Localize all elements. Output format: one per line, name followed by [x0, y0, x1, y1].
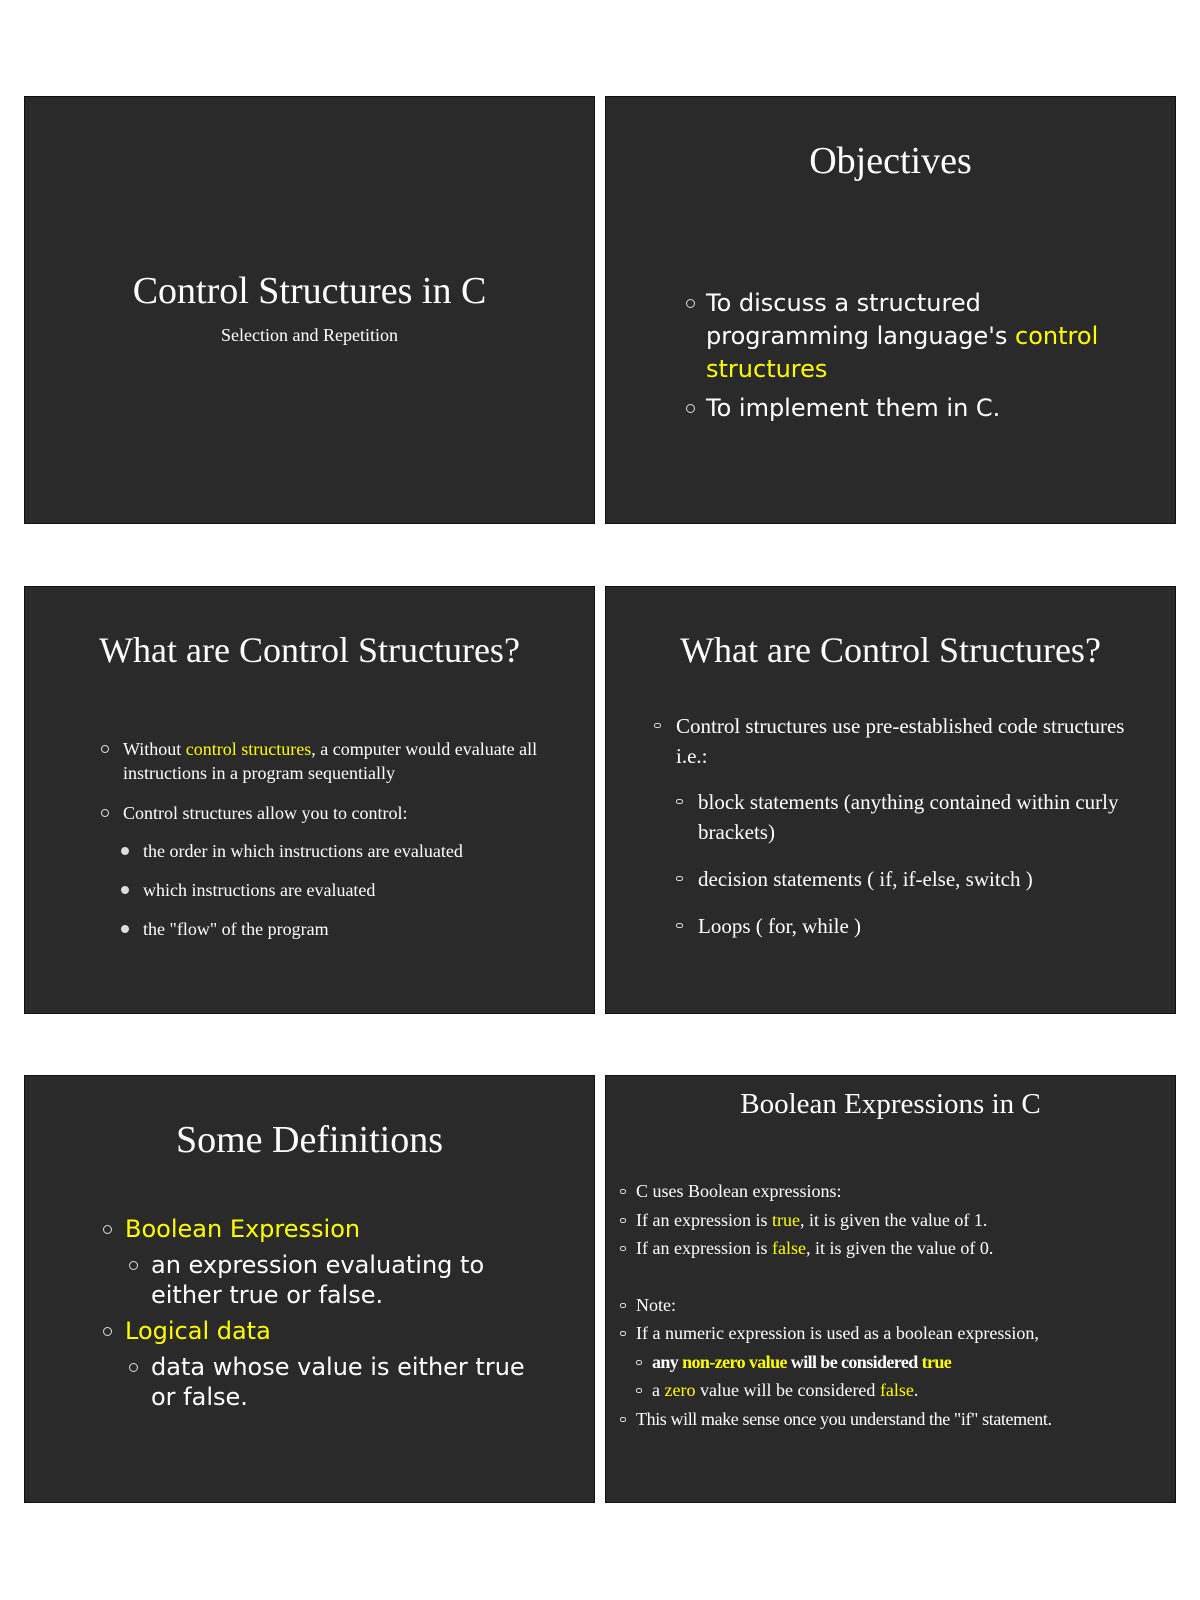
bullet-item: C uses Boolean expressions: — [620, 1177, 1172, 1206]
slide-6-bullets — [620, 1177, 1172, 1433]
slide-title — [24, 96, 595, 524]
sub-bullet-item: the "flow" of the program — [121, 917, 581, 941]
slide-5-bullets — [103, 1214, 543, 1412]
slide-6-title: Boolean Expressions in C — [740, 1088, 1041, 1120]
bullet-item: If an expression is true, it is given the value of 1. — [620, 1206, 1172, 1235]
definition-text: data whose value is either true or false. — [129, 1352, 543, 1412]
slide-4-bullets — [654, 711, 1154, 941]
bullet-item: If a numeric expression is used as a boolean expression, — [620, 1319, 1172, 1348]
bullet-item: Without control structures, a computer would evaluate all instructions in a program sequentially — [101, 737, 581, 785]
definition-term: Logical data — [103, 1316, 543, 1346]
sub-bullet-item: Loops ( for, while ) — [676, 911, 1154, 941]
sub-bullet-item: block statements (anything contained within curly brackets) — [676, 787, 1154, 847]
slide-1-subtitle: Selection and Repetition — [221, 325, 398, 345]
slide-some-definitions — [24, 1075, 595, 1503]
definition-term: Boolean Expression — [103, 1214, 543, 1244]
bullet-item: Control structures use pre-established code structures i.e.: — [654, 711, 1154, 771]
bullet-item: This will make sense once you understand the "if" statement. — [620, 1405, 1172, 1434]
bullet-item: If an expression is false, it is given the value of 0. — [620, 1234, 1172, 1263]
slide-3-title: What are Control Structures? — [99, 630, 520, 670]
bullet-item: To implement them in C. — [686, 392, 1146, 425]
sub-bullet-item: a zero value will be considered false. — [636, 1376, 1172, 1405]
slide-4-title: What are Control Structures? — [680, 630, 1101, 670]
slide-what-are-control-structures-1 — [24, 586, 595, 1014]
sub-bullet-item: the order in which instructions are evaluated — [121, 839, 581, 863]
sub-bullet-item: decision statements ( if, if-else, switch ) — [676, 864, 1154, 894]
sub-bullet-item: any non-zero value will be considered true — [636, 1348, 1172, 1377]
slide-5-title: Some Definitions — [175, 1119, 444, 1161]
slide-1-title: Control Structures in C — [132, 270, 487, 312]
slide-boolean-expressions — [605, 1075, 1176, 1503]
slide-2-bullets — [686, 287, 1146, 425]
slide-what-are-control-structures-2 — [605, 586, 1176, 1014]
slide-2-title: Objectives — [809, 140, 972, 182]
bullet-item: Control structures allow you to control: — [101, 801, 581, 825]
definition-text: an expression evaluating to either true or false. — [129, 1250, 543, 1310]
bullet-item: Note: — [620, 1291, 1172, 1320]
slide-3-bullets — [101, 737, 581, 941]
bullet-item: To discuss a structured programming language's control structures — [686, 287, 1146, 386]
slide-objectives — [605, 96, 1176, 524]
sub-bullet-item: which instructions are evaluated — [121, 878, 581, 902]
